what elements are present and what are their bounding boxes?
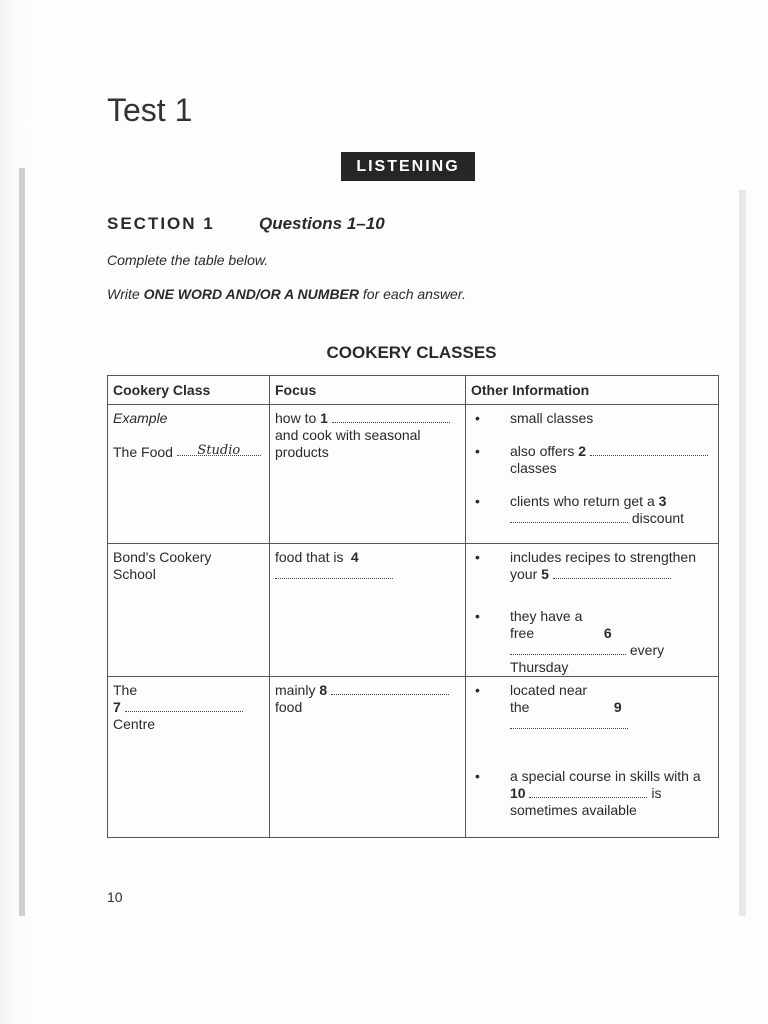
example-label: Example [113,410,168,426]
instruction-text: for each answer. [359,286,466,302]
question-number: 4 [350,549,359,565]
answer-blank [331,683,449,695]
focus-cell [270,677,466,838]
answer-blank [275,567,393,579]
info-text: clients who return get a [510,493,655,509]
info-bullet [471,608,713,676]
question-number: 2 [578,443,587,459]
listening-badge: LISTENING [341,152,475,181]
info-text: located near the [510,682,588,715]
question-number: 7 [113,699,121,715]
table-title: COOKERY CLASSES [326,343,497,362]
question-number: 10 [510,785,526,801]
class-cell [108,405,270,544]
info-cell [466,544,719,677]
answer-blank [529,786,647,798]
info-bullet [471,410,713,427]
info-cell [466,677,719,838]
focus-cell [270,544,466,677]
info-text: discount [631,510,685,526]
handwritten-answer: Studio [197,443,241,458]
answer-blank [510,717,628,729]
test-title: Test 1 [107,92,193,128]
table-row [108,544,719,677]
header-other-information: Other Information [466,376,719,405]
answer-blank [125,700,243,712]
instruction-text: Write [107,286,144,302]
question-number: 6 [603,625,612,641]
instruction-emphasis: ONE WORD AND/OR A NUMBER [143,286,359,302]
class-name-prefix: The Food [113,444,173,460]
info-text: they have a free [510,608,583,641]
focus-text: and cook with seasonal products [275,427,421,460]
table-row [108,405,719,544]
bullet-icon: • [475,443,480,459]
header-focus: Focus [270,376,466,405]
example-answer-blank [177,444,261,456]
class-name-text: Centre [113,716,156,732]
answer-blank [553,567,671,579]
answer-blank [510,511,628,523]
class-cell [108,677,270,838]
cookery-classes-table [107,375,719,838]
bullet-icon: • [475,493,480,509]
info-text: classes [510,460,557,476]
question-number: 8 [319,682,328,698]
info-bullet [471,768,713,819]
header-cookery-class: Cookery Class [108,376,270,405]
question-number: 9 [613,699,622,715]
instruction-complete-table: Complete the table below. [107,252,269,268]
answer-blank [510,643,626,655]
answer-blank [590,444,708,456]
question-number: 3 [658,493,667,509]
bullet-icon: • [475,549,480,565]
page-right-edge [739,190,746,916]
focus-text: mainly [275,682,316,698]
info-text: a special course in skills with a [510,768,701,784]
info-text: also offers [510,443,575,459]
focus-text: food [275,699,303,715]
info-bullet [471,443,713,477]
info-text: small classes [510,410,594,426]
info-text: is sometimes available [510,785,662,818]
table-row [108,677,719,838]
info-bullet [471,493,713,527]
info-cell [466,405,719,544]
bullet-icon: • [475,608,480,624]
question-number: 5 [541,566,549,582]
info-text: every Thursday [510,642,665,675]
class-name: Bond's Cookery School [113,549,212,582]
instruction-word-limit [107,286,466,302]
bullet-icon: • [475,410,480,426]
section-label: SECTION 1 [107,214,215,233]
page-number: 10 [107,889,123,905]
class-cell [108,544,270,677]
focus-cell [270,405,466,544]
bullet-icon: • [475,768,480,784]
info-bullet [471,682,713,733]
focus-text: food that is [275,549,344,565]
answer-blank [332,411,450,423]
question-number: 1 [320,410,328,426]
info-bullet [471,549,713,583]
info-text: includes recipes to strengthen your [510,549,696,582]
binding-edge [19,168,25,916]
class-name-text: The [113,682,138,698]
table-header-row [108,376,719,405]
bullet-icon: • [475,682,480,698]
questions-range: Questions 1–10 [259,214,385,233]
focus-text: how to [275,410,317,426]
